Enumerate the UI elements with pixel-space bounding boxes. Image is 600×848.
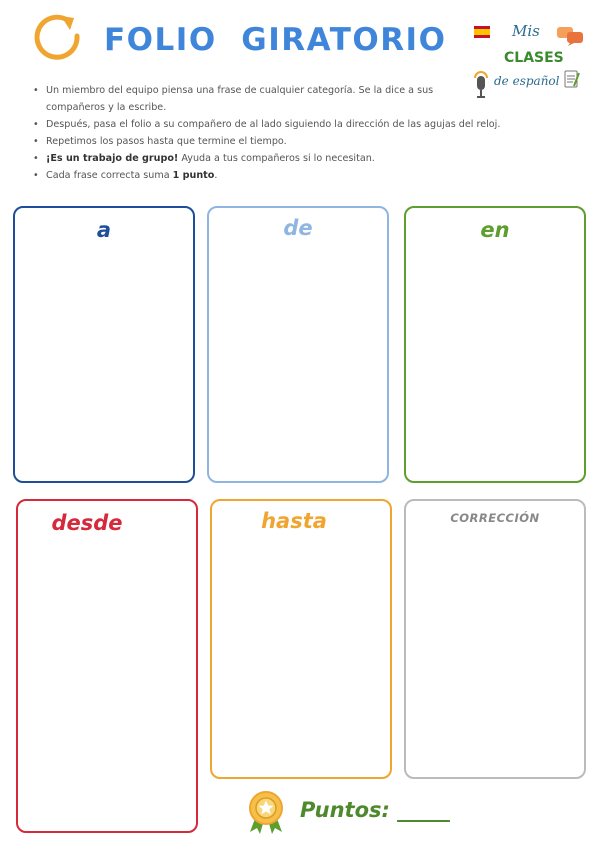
- puntos-score-field[interactable]: [300, 798, 450, 822]
- instructions-list: [30, 82, 570, 184]
- instruction-item: • Repetimos los pasos hasta que termine el tiempo.: [30, 133, 570, 150]
- box-label-a: a: [96, 218, 112, 242]
- instruction-item: • Después, pasa el folio a su compañero de al lado siguiendo la dirección de las agujas del reloj.: [30, 116, 570, 133]
- writing-box-en[interactable]: [404, 206, 586, 483]
- writing-box-de[interactable]: [207, 206, 389, 483]
- writing-box-a[interactable]: [13, 206, 195, 483]
- spain-flag-icon: [474, 26, 490, 38]
- speech-bubbles-icon: [556, 26, 584, 46]
- instruction-item: • Un miembro del equipo piensa una frase de cualquier categoría. Se la dice a sus compañeros y la escribe.: [30, 82, 466, 116]
- instruction-item: • ¡Es un trabajo de grupo! Ayuda a tus compañeros si lo necesitan.: [30, 150, 570, 167]
- box-label-en: en: [480, 218, 510, 242]
- writing-box-correccion[interactable]: [404, 499, 586, 779]
- logo-clases-text: CLASES: [504, 50, 564, 66]
- box-label-de: de: [283, 216, 313, 240]
- instruction-item: • Cada frase correcta suma 1 punto.: [30, 167, 570, 184]
- puntos-label: Puntos:: [300, 798, 390, 822]
- box-label-hasta: hasta: [261, 509, 327, 533]
- writing-box-desde[interactable]: [16, 499, 198, 833]
- box-label-desde: desde: [51, 511, 123, 535]
- puntos-blank[interactable]: _____: [397, 798, 450, 822]
- box-label-correccion: CORRECCIÓN: [450, 511, 540, 525]
- medal-icon: [244, 790, 288, 834]
- logo-espanol-text: de español: [494, 74, 560, 88]
- page-title: FOLIO GIRATORIO: [104, 22, 447, 58]
- writing-box-hasta[interactable]: [210, 499, 392, 779]
- rotate-arrow-icon: [30, 10, 86, 66]
- logo-mis-text: Mis: [512, 22, 540, 40]
